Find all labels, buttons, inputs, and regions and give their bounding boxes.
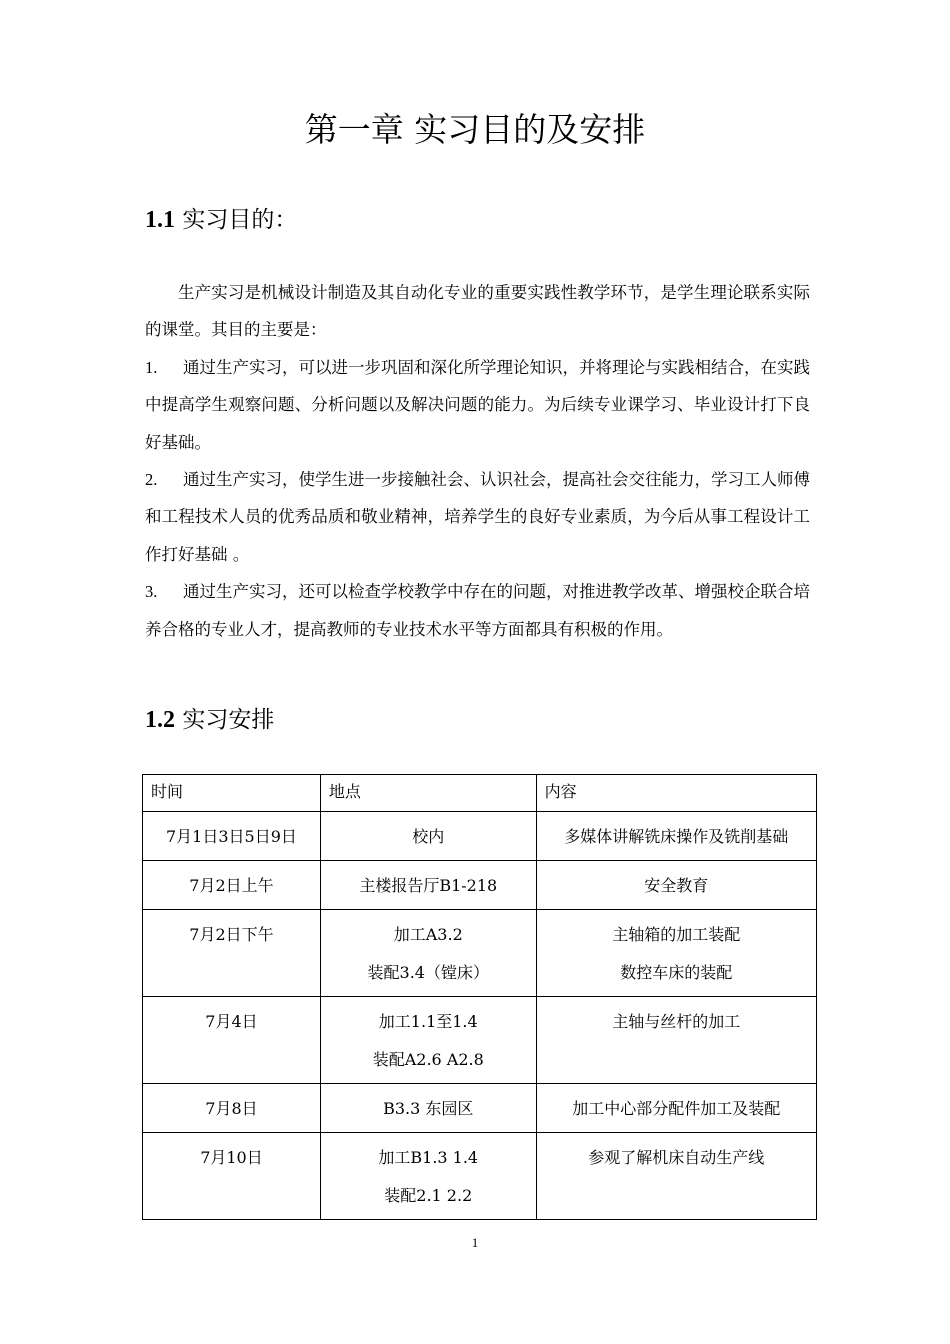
cell-line: 加工1.1至1.4 xyxy=(378,1012,478,1031)
list-number: 1. xyxy=(145,357,158,377)
cell-line: 加工A3.2 xyxy=(393,925,463,944)
cell-content xyxy=(536,1084,816,1133)
cell-line: 参观了解机床自动生产线 xyxy=(588,1148,765,1167)
section-number: 1.1 xyxy=(145,207,175,233)
list-text: 通过生产实习，还可以检查学校教学中存在的问题，对推进教学改革、增强校企联合培养合格的专业人才，提高教师的专业技术水平等方面都具有积极的作用。 xyxy=(145,582,810,639)
cell-line: 加工中心部分配件加工及装配 xyxy=(572,1099,781,1118)
cell-time: 7月1日3日5日9日 xyxy=(143,812,321,861)
section-heading-purpose xyxy=(145,200,297,240)
cell-line: 安全教育 xyxy=(644,876,709,895)
cell-place xyxy=(320,1133,536,1220)
cell-line: 主轴与丝杆的加工 xyxy=(612,1012,741,1031)
cell-time: 7月2日上午 xyxy=(143,861,321,910)
list-text: 通过生产实习，可以进一步巩固和深化所学理论知识，并将理论与实践相结合，在实践中提高学生观察问题、分析问题以及解决问题的能力。为后续专业课学习、毕业设计打下良好基础。 xyxy=(145,357,810,452)
cell-line: 装配2.1 2.2 xyxy=(384,1186,473,1205)
cell-place xyxy=(320,1084,536,1133)
list-item xyxy=(145,461,810,573)
section-title-text: 实习安排 xyxy=(182,707,275,733)
chapter-title: 第一章 实习目的及安排 xyxy=(304,110,646,149)
cell-line: 数控车床的装配 xyxy=(620,963,733,982)
purpose-body xyxy=(145,274,810,648)
cell-line: 加工B1.3 1.4 xyxy=(378,1148,479,1167)
table-row xyxy=(143,1133,817,1220)
table-row xyxy=(143,1084,817,1133)
list-item xyxy=(145,349,810,461)
table-row xyxy=(143,861,817,910)
cell-place xyxy=(320,812,536,861)
table-row xyxy=(143,812,817,861)
cell-place xyxy=(320,910,536,997)
list-number: 3. xyxy=(145,582,158,602)
cell-content xyxy=(536,812,816,861)
cell-line: 主轴箱的加工装配 xyxy=(612,925,741,944)
table-row xyxy=(143,910,817,997)
cell-line: B3.3 东园区 xyxy=(383,1099,474,1118)
section-number: 1.2 xyxy=(145,707,175,733)
section-heading-schedule xyxy=(145,700,274,740)
cell-line: 装配A2.6 A2.8 xyxy=(372,1050,484,1069)
cell-line: 校内 xyxy=(412,827,445,846)
cell-time: 7月8日 xyxy=(143,1084,321,1133)
cell-line: 装配3.4（镗床） xyxy=(367,963,489,982)
cell-content xyxy=(536,861,816,910)
header-content: 内容 xyxy=(536,775,816,812)
header-place: 地点 xyxy=(320,775,536,812)
page-number: 1 xyxy=(471,1235,479,1250)
cell-line: 多媒体讲解铣床操作及铣削基础 xyxy=(564,827,789,846)
cell-line: 主楼报告厅B1-218 xyxy=(359,876,498,895)
table-header-row xyxy=(143,775,817,812)
header-time: 时间 xyxy=(143,775,321,812)
table-row xyxy=(143,997,817,1084)
cell-time: 7月4日 xyxy=(143,997,321,1084)
cell-content xyxy=(536,910,816,997)
list-number: 2. xyxy=(145,470,158,490)
intro-paragraph: 生产实习是机械设计制造及其自动化专业的重要实践性教学环节，是学生理论联系实际的课堂。其目的主要是： xyxy=(145,283,810,340)
cell-place xyxy=(320,997,536,1084)
cell-place xyxy=(320,861,536,910)
cell-time: 7月2日下午 xyxy=(143,910,321,997)
list-text: 通过生产实习，使学生进一步接触社会、认识社会，提高社会交往能力，学习工人师傅和工程技术人员的优秀品质和敬业精神，培养学生的良好专业素质，为今后从事工程设计工作打好基础 。 xyxy=(145,470,810,564)
cell-content xyxy=(536,997,816,1084)
cell-time: 7月10日 xyxy=(143,1133,321,1220)
list-item xyxy=(145,573,810,648)
section-title-text: 实习目的： xyxy=(182,207,298,233)
schedule-table xyxy=(142,774,817,1220)
cell-content xyxy=(536,1133,816,1220)
